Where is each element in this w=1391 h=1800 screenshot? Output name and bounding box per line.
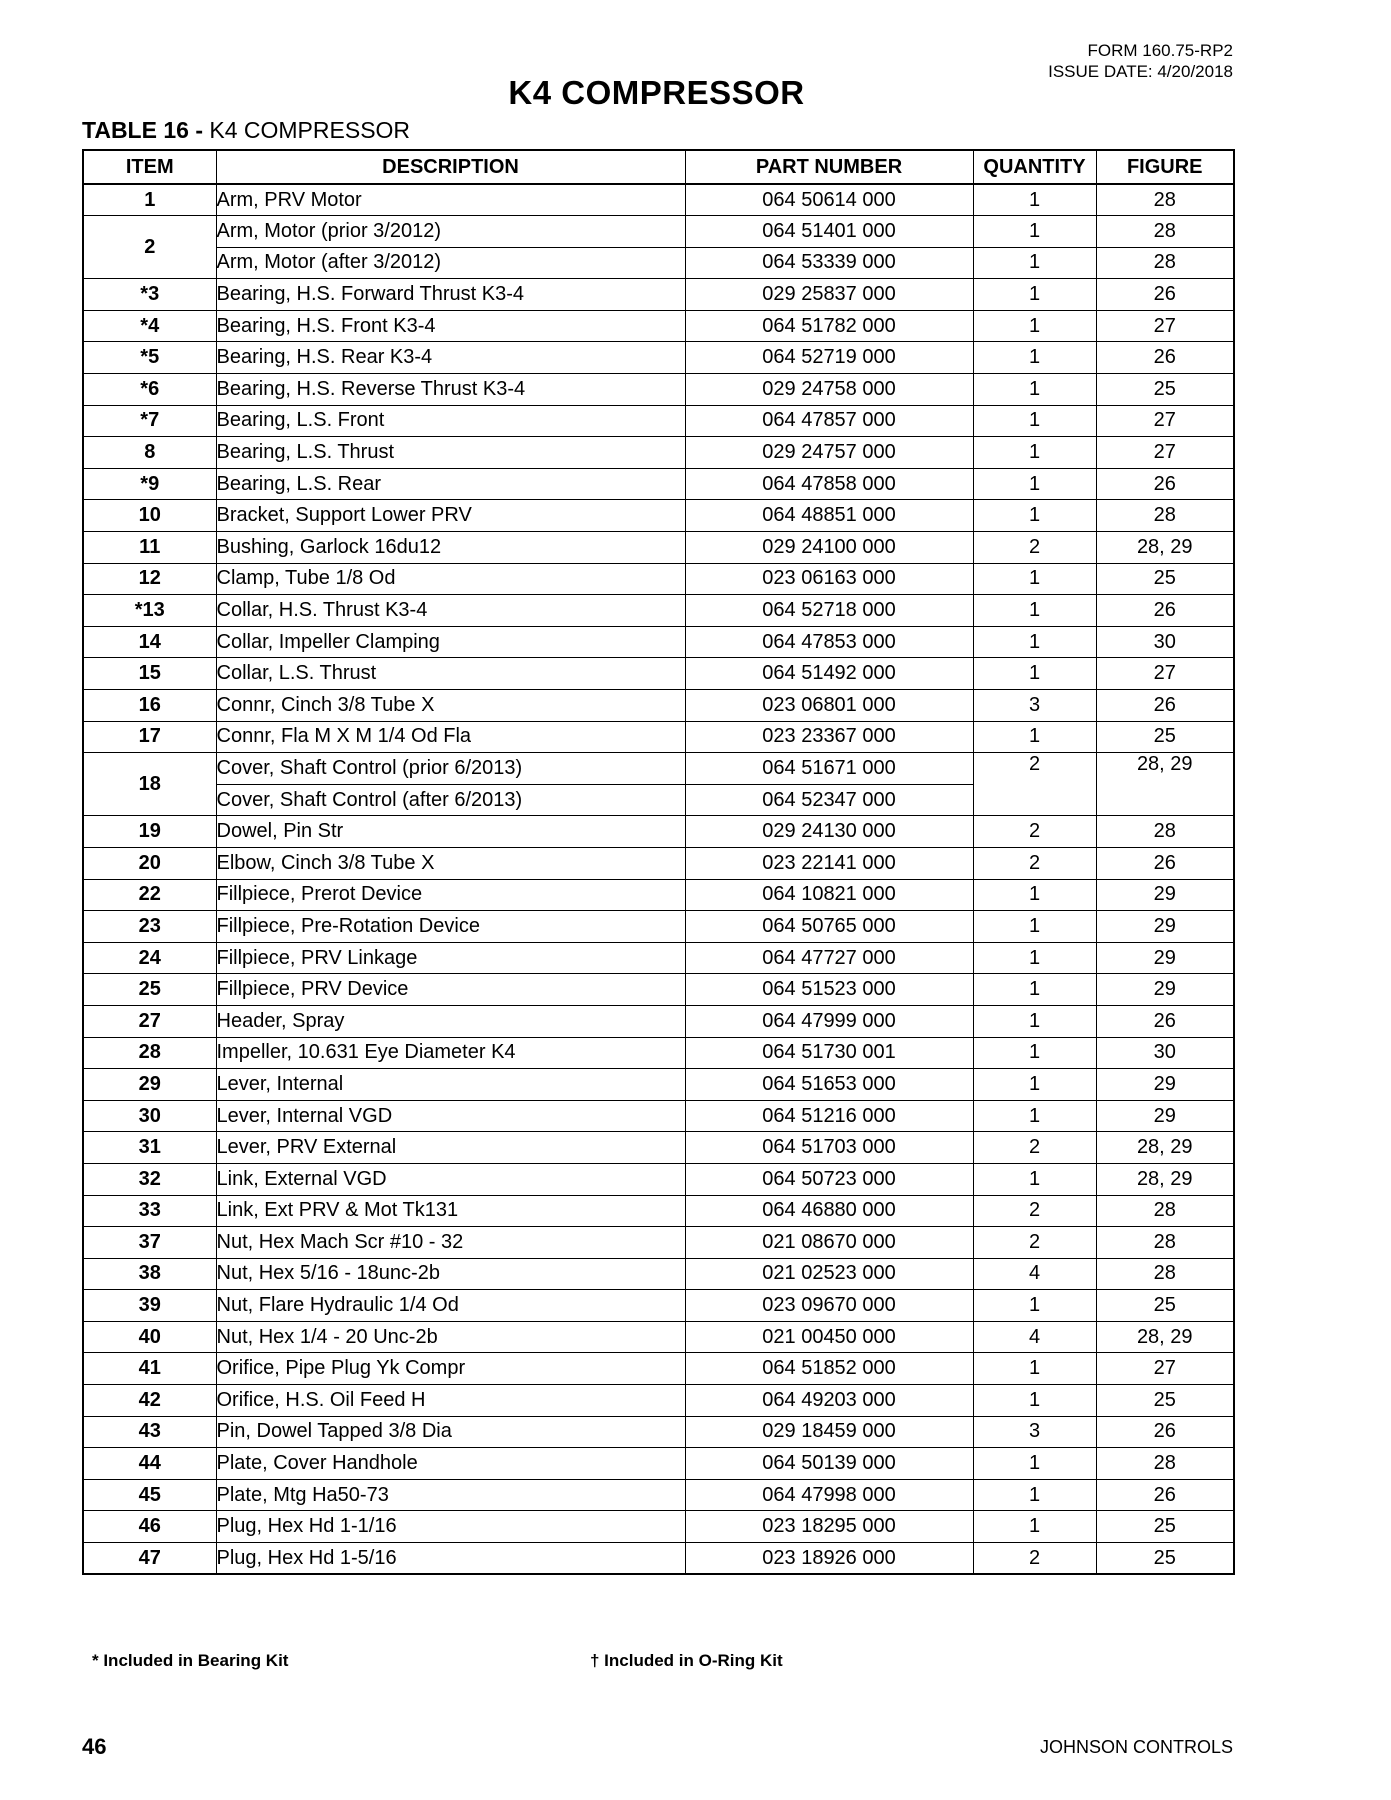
cell-description: Plug, Hex Hd 1-5/16 [216, 1543, 685, 1575]
cell-item: 28 [83, 1037, 216, 1069]
cell-figure: 28, 29 [1096, 753, 1234, 816]
cell-description: Link, Ext PRV & Mot Tk131 [216, 1195, 685, 1227]
cell-figure: 28, 29 [1096, 532, 1234, 564]
cell-quantity: 1 [973, 1448, 1096, 1480]
table-row [83, 1416, 1234, 1448]
cell-quantity: 1 [973, 1005, 1096, 1037]
cell-quantity: 1 [973, 1479, 1096, 1511]
cell-part-number: 064 51782 000 [685, 310, 973, 342]
cell-quantity: 2 [973, 1227, 1096, 1259]
cell-quantity: 1 [973, 974, 1096, 1006]
table-row [83, 374, 1234, 406]
cell-figure: 25 [1096, 1543, 1234, 1575]
cell-description: Plate, Cover Handhole [216, 1448, 685, 1480]
cell-figure: 27 [1096, 310, 1234, 342]
cell-figure: 26 [1096, 1479, 1234, 1511]
table-row [83, 942, 1234, 974]
table-row [83, 847, 1234, 879]
cell-quantity: 2 [973, 1132, 1096, 1164]
cell-figure: 27 [1096, 658, 1234, 690]
cell-figure: 25 [1096, 721, 1234, 753]
cell-quantity: 2 [973, 1543, 1096, 1575]
cell-quantity: 1 [973, 1069, 1096, 1101]
table-row [83, 437, 1234, 469]
cell-part-number: 023 06801 000 [685, 690, 973, 722]
col-header-item: ITEM [83, 150, 216, 184]
cell-description: Pin, Dowel Tapped 3/8 Dia [216, 1416, 685, 1448]
col-header-description: DESCRIPTION [216, 150, 685, 184]
cell-figure: 29 [1096, 974, 1234, 1006]
table-row [83, 1132, 1234, 1164]
cell-figure: 28 [1096, 216, 1234, 248]
cell-item: 27 [83, 1005, 216, 1037]
table-row [83, 279, 1234, 311]
cell-description: Bracket, Support Lower PRV [216, 500, 685, 532]
cell-description: Arm, Motor (after 3/2012) [216, 247, 685, 279]
cell-quantity: 1 [973, 1037, 1096, 1069]
cell-part-number: 029 25837 000 [685, 279, 973, 311]
cell-quantity: 1 [973, 658, 1096, 690]
cell-description: Fillpiece, Prerot Device [216, 879, 685, 911]
cell-item: *13 [83, 595, 216, 627]
cell-item: 33 [83, 1195, 216, 1227]
table-row [83, 532, 1234, 564]
table-row [83, 1100, 1234, 1132]
table-row [83, 1448, 1234, 1480]
cell-item: 41 [83, 1353, 216, 1385]
cell-part-number: 064 50723 000 [685, 1163, 973, 1195]
cell-description: Bearing, L.S. Front [216, 405, 685, 437]
cell-description: Cover, Shaft Control (after 6/2013) [216, 784, 685, 816]
cell-figure: 29 [1096, 879, 1234, 911]
table-row [83, 500, 1234, 532]
cell-quantity: 1 [973, 563, 1096, 595]
cell-figure: 28 [1096, 816, 1234, 848]
cell-description: Plate, Mtg Ha50-73 [216, 1479, 685, 1511]
cell-figure: 26 [1096, 342, 1234, 374]
cell-quantity: 2 [973, 847, 1096, 879]
cell-item: 44 [83, 1448, 216, 1480]
cell-quantity: 1 [973, 1353, 1096, 1385]
table-row [83, 216, 1234, 248]
cell-figure: 27 [1096, 405, 1234, 437]
cell-quantity: 1 [973, 500, 1096, 532]
form-number: FORM 160.75-RP2 [1087, 41, 1233, 60]
cell-description: Lever, Internal VGD [216, 1100, 685, 1132]
table-row [83, 626, 1234, 658]
cell-part-number: 064 51671 000 [685, 753, 973, 785]
cell-quantity: 1 [973, 247, 1096, 279]
cell-item: 37 [83, 1227, 216, 1259]
cell-quantity: 1 [973, 374, 1096, 406]
cell-quantity: 3 [973, 690, 1096, 722]
cell-description: Bearing, L.S. Thrust [216, 437, 685, 469]
cell-item: 24 [83, 942, 216, 974]
table-row [83, 1353, 1234, 1385]
cell-figure: 28 [1096, 500, 1234, 532]
cell-description: Arm, Motor (prior 3/2012) [216, 216, 685, 248]
col-header-figure: FIGURE [1096, 150, 1234, 184]
cell-description: Link, External VGD [216, 1163, 685, 1195]
cell-quantity: 1 [973, 405, 1096, 437]
table-row [83, 595, 1234, 627]
cell-item: 18 [83, 753, 216, 816]
table-row [83, 721, 1234, 753]
table-row [83, 405, 1234, 437]
cell-part-number: 064 53339 000 [685, 247, 973, 279]
cell-item: 1 [83, 184, 216, 216]
cell-description: Elbow, Cinch 3/8 Tube X [216, 847, 685, 879]
cell-description: Collar, H.S. Thrust K3-4 [216, 595, 685, 627]
cell-part-number: 023 09670 000 [685, 1290, 973, 1322]
parts-table [82, 149, 1235, 1575]
cell-description: Fillpiece, Pre-Rotation Device [216, 911, 685, 943]
cell-part-number: 064 51523 000 [685, 974, 973, 1006]
cell-part-number: 064 52347 000 [685, 784, 973, 816]
cell-item: 17 [83, 721, 216, 753]
cell-part-number: 023 18295 000 [685, 1511, 973, 1543]
cell-description: Collar, L.S. Thrust [216, 658, 685, 690]
cell-figure: 28 [1096, 1258, 1234, 1290]
cell-part-number: 064 48851 000 [685, 500, 973, 532]
table-row [83, 1479, 1234, 1511]
table-row [83, 1511, 1234, 1543]
cell-item: 16 [83, 690, 216, 722]
cell-quantity: 2 [973, 532, 1096, 564]
cell-figure: 27 [1096, 437, 1234, 469]
table-row [83, 247, 1234, 279]
cell-figure: 28 [1096, 247, 1234, 279]
cell-description: Bushing, Garlock 16du12 [216, 532, 685, 564]
table-row [83, 911, 1234, 943]
cell-quantity: 1 [973, 721, 1096, 753]
cell-item: 39 [83, 1290, 216, 1322]
cell-item: 45 [83, 1479, 216, 1511]
cell-description: Collar, Impeller Clamping [216, 626, 685, 658]
cell-description: Lever, PRV External [216, 1132, 685, 1164]
table-row [83, 1069, 1234, 1101]
cell-part-number: 064 47858 000 [685, 468, 973, 500]
cell-figure: 25 [1096, 1511, 1234, 1543]
cell-item: *4 [83, 310, 216, 342]
table-row [83, 1385, 1234, 1417]
cell-part-number: 029 24758 000 [685, 374, 973, 406]
cell-part-number: 064 46880 000 [685, 1195, 973, 1227]
cell-item: *3 [83, 279, 216, 311]
cell-part-number: 021 00450 000 [685, 1321, 973, 1353]
cell-quantity: 1 [973, 595, 1096, 627]
cell-description: Orifice, H.S. Oil Feed H [216, 1385, 685, 1417]
table-row [83, 816, 1234, 848]
cell-figure: 29 [1096, 911, 1234, 943]
cell-figure: 28, 29 [1096, 1132, 1234, 1164]
cell-quantity: 1 [973, 342, 1096, 374]
cell-part-number: 023 18926 000 [685, 1543, 973, 1575]
cell-part-number: 064 52718 000 [685, 595, 973, 627]
cell-quantity: 1 [973, 437, 1096, 469]
cell-item: 22 [83, 879, 216, 911]
cell-item: *6 [83, 374, 216, 406]
cell-part-number: 064 52719 000 [685, 342, 973, 374]
cell-figure: 29 [1096, 1069, 1234, 1101]
page-title: K4 COMPRESSOR [508, 74, 805, 111]
table-row [83, 310, 1234, 342]
cell-item: *5 [83, 342, 216, 374]
cell-description: Nut, Hex 1/4 - 20 Unc-2b [216, 1321, 685, 1353]
table-row [83, 184, 1234, 216]
cell-figure: 29 [1096, 942, 1234, 974]
cell-quantity: 1 [973, 942, 1096, 974]
page-number: 46 [82, 1734, 107, 1759]
cell-quantity: 4 [973, 1258, 1096, 1290]
cell-description: Fillpiece, PRV Device [216, 974, 685, 1006]
cell-item: 14 [83, 626, 216, 658]
cell-item: *7 [83, 405, 216, 437]
cell-description: Bearing, H.S. Reverse Thrust K3-4 [216, 374, 685, 406]
cell-part-number: 064 47727 000 [685, 942, 973, 974]
cell-quantity: 2 [973, 1195, 1096, 1227]
cell-part-number: 064 49203 000 [685, 1385, 973, 1417]
cell-part-number: 064 51216 000 [685, 1100, 973, 1132]
cell-description: Impeller, 10.631 Eye Diameter K4 [216, 1037, 685, 1069]
table-row [83, 1258, 1234, 1290]
cell-figure: 28, 29 [1096, 1321, 1234, 1353]
cell-part-number: 023 22141 000 [685, 847, 973, 879]
cell-part-number: 021 08670 000 [685, 1227, 973, 1259]
table-row [83, 1195, 1234, 1227]
cell-description: Clamp, Tube 1/8 Od [216, 563, 685, 595]
issue-date: ISSUE DATE: 4/20/2018 [1048, 62, 1233, 81]
cell-quantity: 1 [973, 1511, 1096, 1543]
table-row [83, 342, 1234, 374]
cell-part-number: 029 24100 000 [685, 532, 973, 564]
cell-item: 42 [83, 1385, 216, 1417]
cell-quantity: 1 [973, 1290, 1096, 1322]
table-row [83, 468, 1234, 500]
cell-description: Header, Spray [216, 1005, 685, 1037]
cell-item: 29 [83, 1069, 216, 1101]
cell-description: Arm, PRV Motor [216, 184, 685, 216]
table-row [83, 1005, 1234, 1037]
cell-description: Bearing, H.S. Front K3-4 [216, 310, 685, 342]
cell-figure: 28, 29 [1096, 1163, 1234, 1195]
cell-part-number: 064 50614 000 [685, 184, 973, 216]
cell-description: Orifice, Pipe Plug Yk Compr [216, 1353, 685, 1385]
cell-description: Fillpiece, PRV Linkage [216, 942, 685, 974]
cell-quantity: 1 [973, 911, 1096, 943]
company-name: JOHNSON CONTROLS [1039, 1737, 1233, 1757]
cell-part-number: 064 47999 000 [685, 1005, 973, 1037]
cell-description: Nut, Hex 5/16 - 18unc-2b [216, 1258, 685, 1290]
cell-part-number: 023 23367 000 [685, 721, 973, 753]
cell-item: 20 [83, 847, 216, 879]
col-header-part-number: PART NUMBER [685, 150, 973, 184]
cell-quantity: 2 [973, 816, 1096, 848]
cell-quantity: 1 [973, 1385, 1096, 1417]
cell-part-number: 064 47857 000 [685, 405, 973, 437]
cell-item: 31 [83, 1132, 216, 1164]
cell-part-number: 064 10821 000 [685, 879, 973, 911]
cell-item: *9 [83, 468, 216, 500]
cell-description: Bearing, H.S. Forward Thrust K3-4 [216, 279, 685, 311]
cell-item: 40 [83, 1321, 216, 1353]
cell-description: Cover, Shaft Control (prior 6/2013) [216, 753, 685, 785]
cell-item: 19 [83, 816, 216, 848]
table-body [83, 184, 1234, 1574]
cell-description: Connr, Cinch 3/8 Tube X [216, 690, 685, 722]
cell-figure: 29 [1096, 1100, 1234, 1132]
table-row [83, 1037, 1234, 1069]
cell-part-number: 064 47998 000 [685, 1479, 973, 1511]
cell-figure: 26 [1096, 847, 1234, 879]
table-header-row [83, 150, 1234, 184]
table-row [83, 879, 1234, 911]
cell-figure: 28 [1096, 1195, 1234, 1227]
cell-figure: 26 [1096, 595, 1234, 627]
cell-part-number: 064 51852 000 [685, 1353, 973, 1385]
cell-quantity: 4 [973, 1321, 1096, 1353]
cell-part-number: 064 50139 000 [685, 1448, 973, 1480]
table-row [83, 1543, 1234, 1575]
cell-figure: 30 [1096, 626, 1234, 658]
cell-description: Bearing, L.S. Rear [216, 468, 685, 500]
cell-part-number: 023 06163 000 [685, 563, 973, 595]
cell-item: 43 [83, 1416, 216, 1448]
cell-part-number: 029 24757 000 [685, 437, 973, 469]
cell-part-number: 064 51703 000 [685, 1132, 973, 1164]
cell-figure: 28 [1096, 1448, 1234, 1480]
cell-description: Connr, Fla M X M 1/4 Od Fla [216, 721, 685, 753]
table-row [83, 1321, 1234, 1353]
cell-figure: 25 [1096, 1290, 1234, 1322]
table-row [83, 563, 1234, 595]
cell-description: Dowel, Pin Str [216, 816, 685, 848]
cell-figure: 27 [1096, 1353, 1234, 1385]
cell-item: 38 [83, 1258, 216, 1290]
cell-quantity: 1 [973, 184, 1096, 216]
table-row [83, 1290, 1234, 1322]
cell-quantity: 2 [973, 753, 1096, 816]
col-header-quantity: QUANTITY [973, 150, 1096, 184]
cell-quantity: 1 [973, 310, 1096, 342]
cell-part-number: 064 51730 001 [685, 1037, 973, 1069]
cell-item: 15 [83, 658, 216, 690]
cell-item: 10 [83, 500, 216, 532]
cell-figure: 28 [1096, 184, 1234, 216]
cell-figure: 25 [1096, 563, 1234, 595]
cell-figure: 26 [1096, 468, 1234, 500]
table-row [83, 974, 1234, 1006]
note-bearing-kit: * Included in Bearing Kit [92, 1651, 289, 1670]
table-row [83, 1227, 1234, 1259]
cell-part-number: 021 02523 000 [685, 1258, 973, 1290]
cell-description: Plug, Hex Hd 1-1/16 [216, 1511, 685, 1543]
note-oring-kit: † Included in O-Ring Kit [590, 1651, 783, 1670]
cell-item: 2 [83, 216, 216, 279]
cell-quantity: 1 [973, 279, 1096, 311]
cell-description: Nut, Hex Mach Scr #10 - 32 [216, 1227, 685, 1259]
table-row [83, 690, 1234, 722]
cell-description: Bearing, H.S. Rear K3-4 [216, 342, 685, 374]
cell-part-number: 064 51653 000 [685, 1069, 973, 1101]
cell-figure: 28 [1096, 1227, 1234, 1259]
table-caption-text: K4 COMPRESSOR [202, 117, 411, 143]
cell-quantity: 1 [973, 879, 1096, 911]
cell-figure: 25 [1096, 1385, 1234, 1417]
cell-part-number: 064 51401 000 [685, 216, 973, 248]
cell-figure: 26 [1096, 1416, 1234, 1448]
table-caption [82, 117, 410, 144]
cell-figure: 26 [1096, 279, 1234, 311]
cell-item: 12 [83, 563, 216, 595]
table-row [83, 753, 1234, 785]
cell-part-number: 064 50765 000 [685, 911, 973, 943]
cell-quantity: 1 [973, 216, 1096, 248]
cell-description: Lever, Internal [216, 1069, 685, 1101]
table-row [83, 658, 1234, 690]
cell-item: 46 [83, 1511, 216, 1543]
cell-item: 23 [83, 911, 216, 943]
cell-part-number: 064 47853 000 [685, 626, 973, 658]
cell-figure: 25 [1096, 374, 1234, 406]
cell-item: 25 [83, 974, 216, 1006]
cell-item: 8 [83, 437, 216, 469]
table-caption-label: TABLE 16 - [82, 117, 203, 143]
cell-figure: 26 [1096, 690, 1234, 722]
table-row [83, 1163, 1234, 1195]
cell-part-number: 029 18459 000 [685, 1416, 973, 1448]
cell-quantity: 1 [973, 468, 1096, 500]
cell-quantity: 1 [973, 1100, 1096, 1132]
cell-part-number: 064 51492 000 [685, 658, 973, 690]
cell-item: 30 [83, 1100, 216, 1132]
cell-item: 11 [83, 532, 216, 564]
cell-item: 47 [83, 1543, 216, 1575]
cell-quantity: 1 [973, 1163, 1096, 1195]
cell-quantity: 3 [973, 1416, 1096, 1448]
cell-part-number: 029 24130 000 [685, 816, 973, 848]
cell-description: Nut, Flare Hydraulic 1/4 Od [216, 1290, 685, 1322]
cell-quantity: 1 [973, 626, 1096, 658]
cell-item: 32 [83, 1163, 216, 1195]
cell-figure: 26 [1096, 1005, 1234, 1037]
cell-figure: 30 [1096, 1037, 1234, 1069]
